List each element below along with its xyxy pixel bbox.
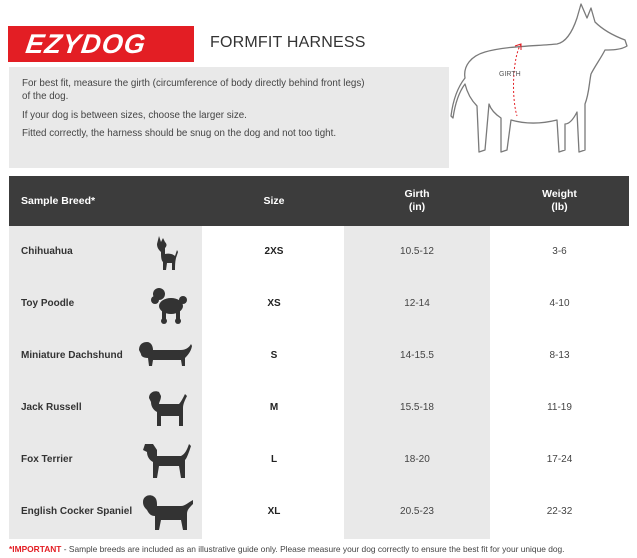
- fit-instructions-box: [9, 67, 449, 168]
- jack-russell-icon: [147, 388, 189, 428]
- table-row: [9, 278, 629, 330]
- breed-name: English Cocker Spaniel: [21, 506, 133, 517]
- girth-value: 15.5-18: [400, 402, 434, 413]
- product-title: FORMFIT HARNESS: [210, 34, 366, 51]
- ezydog-logo: [8, 26, 194, 62]
- chihuahua-icon: [151, 232, 181, 272]
- header-girth-title: Girth: [404, 188, 430, 200]
- important-footnote: [9, 544, 565, 554]
- info-line-1: For best fit, measure the girth (circumference of body directly behind front legs): [22, 78, 365, 89]
- size-value: XL: [267, 506, 281, 517]
- footnote-text: - Sample breeds are included as an illustrative guide only. Please measure your dog correctly to ensure the best fit for your unique dog.: [61, 544, 565, 554]
- girth-label: GIRTH: [499, 71, 521, 78]
- size-chart-table: [9, 176, 629, 539]
- header-size: Size: [263, 195, 285, 207]
- weight-value: 22-32: [546, 506, 573, 517]
- info-line-2: of the dog.: [22, 91, 69, 102]
- table-header: [9, 176, 629, 226]
- table-row: [9, 330, 629, 382]
- size-value: 2XS: [264, 246, 284, 257]
- girth-value: 12-14: [404, 298, 430, 309]
- size-value: L: [270, 454, 278, 465]
- important-label: *IMPORTANT: [9, 544, 62, 554]
- weight-value: 11-19: [547, 402, 572, 413]
- weight-value: 4-10: [549, 298, 570, 309]
- girth-value: 10.5-12: [400, 246, 434, 257]
- girth-diagram-dog-outline: [445, 0, 637, 165]
- breed-name: Jack Russell: [21, 402, 82, 413]
- size-value: M: [269, 402, 279, 413]
- breed-name: Fox Terrier: [21, 454, 73, 465]
- weight-value: 17-24: [546, 454, 573, 465]
- girth-value: 18-20: [404, 454, 430, 465]
- table-row: [9, 486, 629, 538]
- weight-value: 3-6: [552, 246, 567, 257]
- header-girth: [344, 188, 490, 214]
- dachshund-icon: [137, 336, 193, 376]
- breed-name: Chihuahua: [21, 246, 73, 257]
- breed-name: Miniature Dachshund: [21, 350, 123, 361]
- table-row: [9, 226, 629, 278]
- girth-value: 14-15.5: [400, 350, 434, 361]
- info-line-4: Fitted correctly, the harness should be snug on the dog and not too tight.: [22, 128, 337, 139]
- size-value: S: [270, 350, 278, 361]
- header-girth-unit: (in): [408, 201, 426, 213]
- size-value: XS: [267, 298, 281, 309]
- table-row: [9, 434, 629, 486]
- header-weight-unit: (lb): [551, 201, 568, 213]
- girth-value: 20.5-23: [400, 506, 434, 517]
- header-weight: [490, 188, 629, 214]
- fox-terrier-icon: [141, 440, 193, 480]
- weight-value: 8-13: [549, 350, 570, 361]
- toy-poodle-icon: [149, 284, 189, 324]
- breed-name: Toy Poodle: [21, 298, 75, 309]
- table-row: [9, 382, 629, 434]
- info-line-3: If your dog is between sizes, choose the larger size.: [22, 110, 247, 121]
- header-weight-title: Weight: [542, 188, 577, 200]
- logo-text: EZYDOG: [23, 29, 149, 59]
- cocker-spaniel-icon: [141, 492, 195, 532]
- header-breed: Sample Breed*: [21, 195, 96, 207]
